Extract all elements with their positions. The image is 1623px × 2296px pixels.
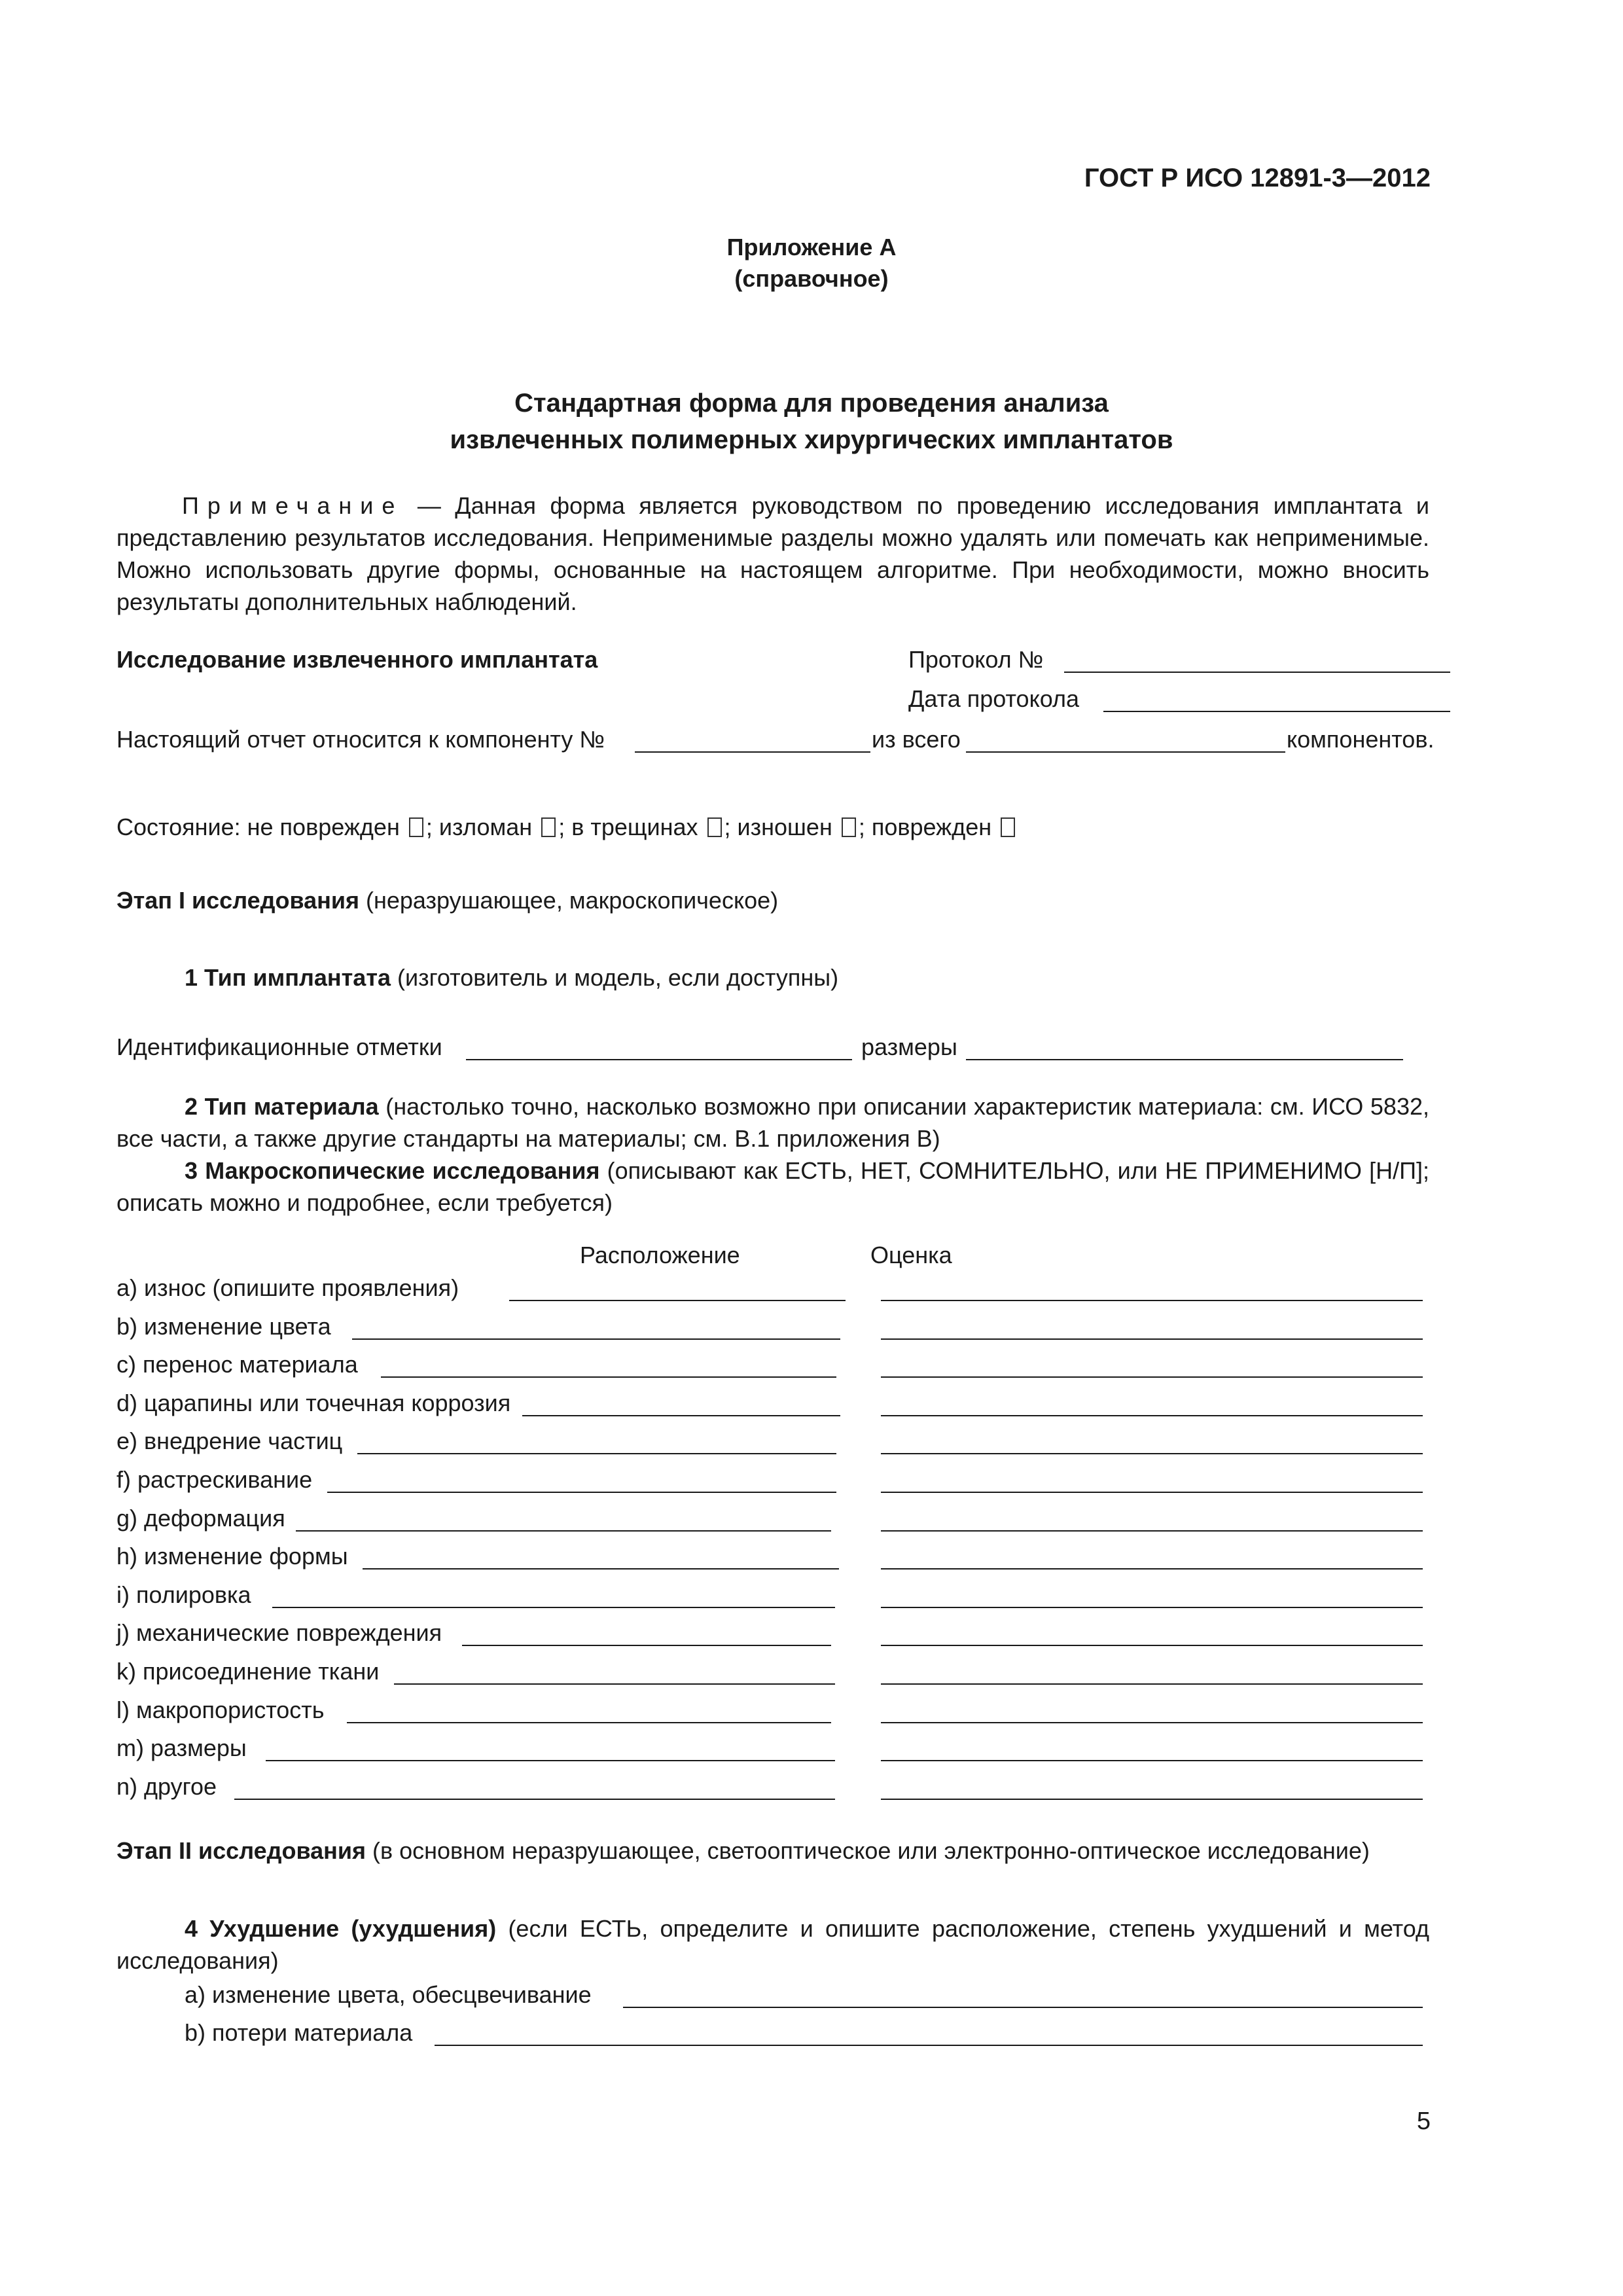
item2-paragraph (116, 1090, 1429, 1155)
macro-row-assessment-field[interactable] (881, 1760, 1423, 1761)
state-label: Состояние: (116, 814, 241, 840)
ident-marks-label: Идентификационные отметки (116, 1033, 442, 1060)
note-label: Примечание (182, 492, 404, 519)
item4-desc: (если ЕСТЬ, определите и опишите расположение, степень ухудшений и метод исследования) (116, 1915, 1429, 1974)
state-option-cracked: в трещинах (571, 814, 698, 840)
macro-row-location-field[interactable] (462, 1645, 831, 1646)
item3-paragraph (116, 1155, 1429, 1219)
macro-row-location-field[interactable] (509, 1300, 846, 1301)
macro-row-assessment-field[interactable] (881, 1722, 1423, 1723)
item4-row-b-label: b) потери материала (185, 2019, 413, 2046)
col-assessment-header: Оценка (870, 1242, 952, 1268)
standard-number: ГОСТ Р ИСО 12891-3—2012 (1084, 164, 1431, 192)
macro-row-assessment-field[interactable] (881, 1376, 1423, 1378)
macro-row-assessment-field[interactable] (881, 1645, 1423, 1646)
item3-desc: (описывают как ЕСТЬ, НЕТ, СОМНИТЕЛЬНО, или НЕ ПРИМЕНИМО [Н/П]; описать можно и подробнее, если требуется) (116, 1157, 1429, 1216)
state-option-worn: изношен (737, 814, 832, 840)
form-title-line1: Стандартная форма для проведения анализа (514, 389, 1109, 418)
protocol-date-label: Дата протокола (908, 685, 1079, 712)
macro-row-label: i) полировка (116, 1581, 251, 1608)
state-checkbox-cracked[interactable] (707, 817, 722, 837)
state-row: Состояние: не поврежден ; изломан ; в трещинах ; изношен ; поврежден (116, 816, 1018, 839)
item4-row-a-label: a) изменение цвета, обесцвечивание (185, 1981, 592, 2008)
macro-row-assessment-field[interactable] (881, 1415, 1423, 1416)
state-option-intact: не поврежден (247, 814, 400, 840)
item2-desc: (настолько точно, насколько возможно при описании характеристик материала: см. ИСО 5832, все части, а также другие стандарты на материалы; см. В.1 приложения В) (116, 1093, 1429, 1152)
stage2-desc: (в основном неразрушающее, светооптическое или электронно-оптическое исследование) (366, 1837, 1370, 1864)
macro-row-label: l) макропористость (116, 1696, 325, 1723)
macro-row-location-field[interactable] (381, 1376, 836, 1378)
state-checkbox-worn[interactable] (842, 817, 856, 837)
report-mid: из всего (872, 726, 961, 753)
note-paragraph (116, 490, 1429, 618)
page-number: 5 (1416, 2108, 1431, 2135)
protocol-number-field[interactable] (1064, 672, 1450, 673)
ident-size-field[interactable] (966, 1059, 1403, 1060)
form-title-line2: извлеченных полимерных хирургических имплантатов (450, 425, 1173, 454)
macro-row-location-field[interactable] (327, 1492, 836, 1493)
macro-row-label: b) изменение цвета (116, 1313, 331, 1340)
item4-paragraph (116, 1912, 1429, 1977)
macro-row-label: d) царапины или точечная коррозия (116, 1390, 511, 1416)
macro-row-location-field[interactable] (522, 1415, 840, 1416)
macro-row-label: n) другое (116, 1773, 217, 1800)
macro-row-assessment-field[interactable] (881, 1453, 1423, 1454)
stage1-heading: Этап I исследования (116, 887, 360, 914)
item4-row-a-field[interactable] (623, 2007, 1423, 2008)
note-text: — Данная форма является руководством по проведению исследования имплантата и представлению результатов исследования. Неприменимые разделы можно удалять или помечать как неприменимые. Можно использовать другие формы, основанные на настоящем алгоритме. При необходимости, можно вносить результаты дополнительных наблюдений. (116, 492, 1429, 615)
macro-row-label: a) износ (опишите проявления) (116, 1274, 459, 1301)
state-checkbox-broken[interactable] (541, 817, 556, 837)
macro-row-location-field[interactable] (352, 1338, 840, 1340)
item4-row-b-field[interactable] (435, 2045, 1423, 2046)
study-heading: Исследование извлеченного имплантата (116, 646, 598, 673)
component-number-field[interactable] (635, 751, 870, 753)
item1-line (185, 966, 838, 990)
state-checkbox-intact[interactable] (409, 817, 423, 837)
macro-row-assessment-field[interactable] (881, 1338, 1423, 1340)
macro-row-location-field[interactable] (234, 1799, 835, 1800)
macro-row-label: h) изменение формы (116, 1543, 348, 1570)
stage2-line (116, 1839, 1370, 1863)
macro-row-label: k) присоединение ткани (116, 1658, 380, 1685)
ident-size-label: размеры (861, 1033, 957, 1060)
report-suffix: компонентов. (1287, 726, 1435, 753)
state-option-damaged: поврежден (871, 814, 992, 840)
macro-row-assessment-field[interactable] (881, 1492, 1423, 1493)
macro-row-assessment-field[interactable] (881, 1683, 1423, 1685)
macro-row-label: c) перенос материала (116, 1351, 358, 1378)
macro-row-location-field[interactable] (357, 1453, 836, 1454)
col-location-header: Расположение (580, 1242, 740, 1268)
macro-row-assessment-field[interactable] (881, 1607, 1423, 1608)
item3-title: 3 Макроскопические исследования (185, 1157, 600, 1184)
macro-row-location-field[interactable] (272, 1607, 835, 1608)
macro-row-assessment-field[interactable] (881, 1799, 1423, 1800)
macro-row-label: f) растрескивание (116, 1466, 313, 1493)
report-prefix: Настоящий отчет относится к компоненту № (116, 726, 605, 753)
stage1-line (116, 889, 778, 912)
appendix-title: Приложение А (726, 234, 897, 260)
macro-row-assessment-field[interactable] (881, 1568, 1423, 1570)
stage1-desc: (неразрушающее, макроскопическое) (359, 887, 779, 914)
item4-title: 4 Ухудшение (ухудшения) (185, 1915, 497, 1942)
item2-title: 2 Тип материала (185, 1093, 379, 1120)
macro-row-location-field[interactable] (394, 1683, 835, 1685)
protocol-label: Протокол № (908, 646, 1044, 673)
item1-title: 1 Тип имплантата (185, 964, 391, 991)
component-total-field[interactable] (966, 751, 1285, 753)
appendix-kind: (справочное) (734, 265, 889, 292)
macro-row-location-field[interactable] (296, 1530, 831, 1532)
ident-marks-field[interactable] (466, 1059, 852, 1060)
macro-row-assessment-field[interactable] (881, 1530, 1423, 1532)
macro-row-location-field[interactable] (347, 1722, 831, 1723)
macro-row-assessment-field[interactable] (881, 1300, 1423, 1301)
macro-row-label: j) механические повреждения (116, 1619, 442, 1646)
macro-row-location-field[interactable] (363, 1568, 839, 1570)
macro-row-label: g) деформация (116, 1505, 285, 1532)
stage2-heading: Этап II исследования (116, 1837, 366, 1864)
macro-row-label: e) внедрение частиц (116, 1427, 343, 1454)
macro-row-location-field[interactable] (266, 1760, 835, 1761)
state-checkbox-damaged[interactable] (1001, 817, 1015, 837)
state-option-broken: изломан (438, 814, 533, 840)
protocol-date-field[interactable] (1103, 711, 1450, 712)
macro-row-label: m) размеры (116, 1734, 247, 1761)
item1-desc: (изготовитель и модель, если доступны) (390, 964, 839, 991)
